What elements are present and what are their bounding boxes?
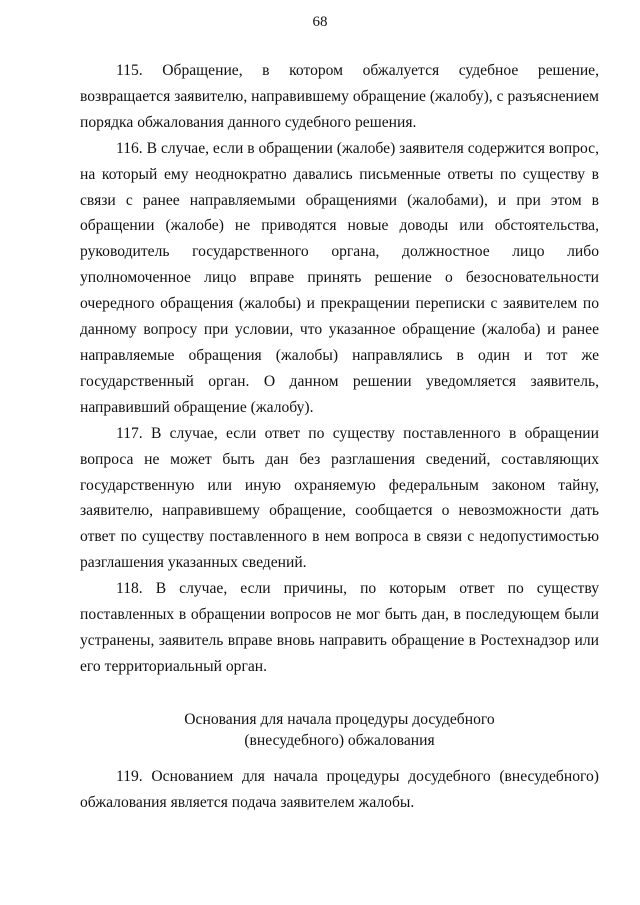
page-number: 68 (312, 14, 328, 30)
paragraph-117: 117. В случае, если ответ по существу поставленного в обращении вопроса не может быть дан без разглашения сведений, составляющих государственную или иную охраняемую федеральным законом тайну, заявителю, направившему обращение, сообщается о невозможности дать ответ по существу поставленного в нем вопроса в связи с недопустимостью разглашения указанных сведений. (80, 424, 599, 572)
paragraph-116: 116. В случае, если в обращении (жалобе) заявителя содержится вопрос, на который ему неоднократно давались письменные ответы по существу в связи с ранее направляемыми обращениями (жалобами), и при этом в обращении (жалобе) не приводятся новые доводы или обстоятельства, руководитель государственного органа, должностное лицо либо уполномоченное лицо вправе принять решение о безосновательности очередного обращения (жалобы) и прекращении переписки с заявителем по данному вопросу при условии, что указанное обращение (жалоба) и ранее направляемые обращения (жалобы) направлялись в один и тот же государственный орган. О данном решении уведомляется заявитель, направивший обращение (жалобу). (80, 139, 599, 416)
body-text-block (80, 58, 599, 680)
section-heading-line-2: (внесудебного) обжалования (244, 732, 435, 749)
section-heading (80, 709, 599, 751)
section-heading-line-1: Основания для начала процедуры досудебного (184, 711, 495, 728)
body-text-block-final (80, 764, 599, 816)
paragraph-115: 115. Обращение, в котором обжалуется судебное решение, возвращается заявителю, направившему обращение (жалобу), с разъяснением порядка обжалования данного судебного решения. (80, 62, 599, 131)
paragraph-119: 119. Основанием для начала процедуры досудебного (внесудебного) обжалования является подача заявителем жалобы. (80, 768, 599, 811)
paragraph-118: 118. В случае, если причины, по которым ответ по существу поставленных в обращении вопросов не мог быть дан, в последующем были устранены, заявитель вправе вновь направить обращение в Ростехнадзор или его территориальный орган. (80, 580, 599, 675)
